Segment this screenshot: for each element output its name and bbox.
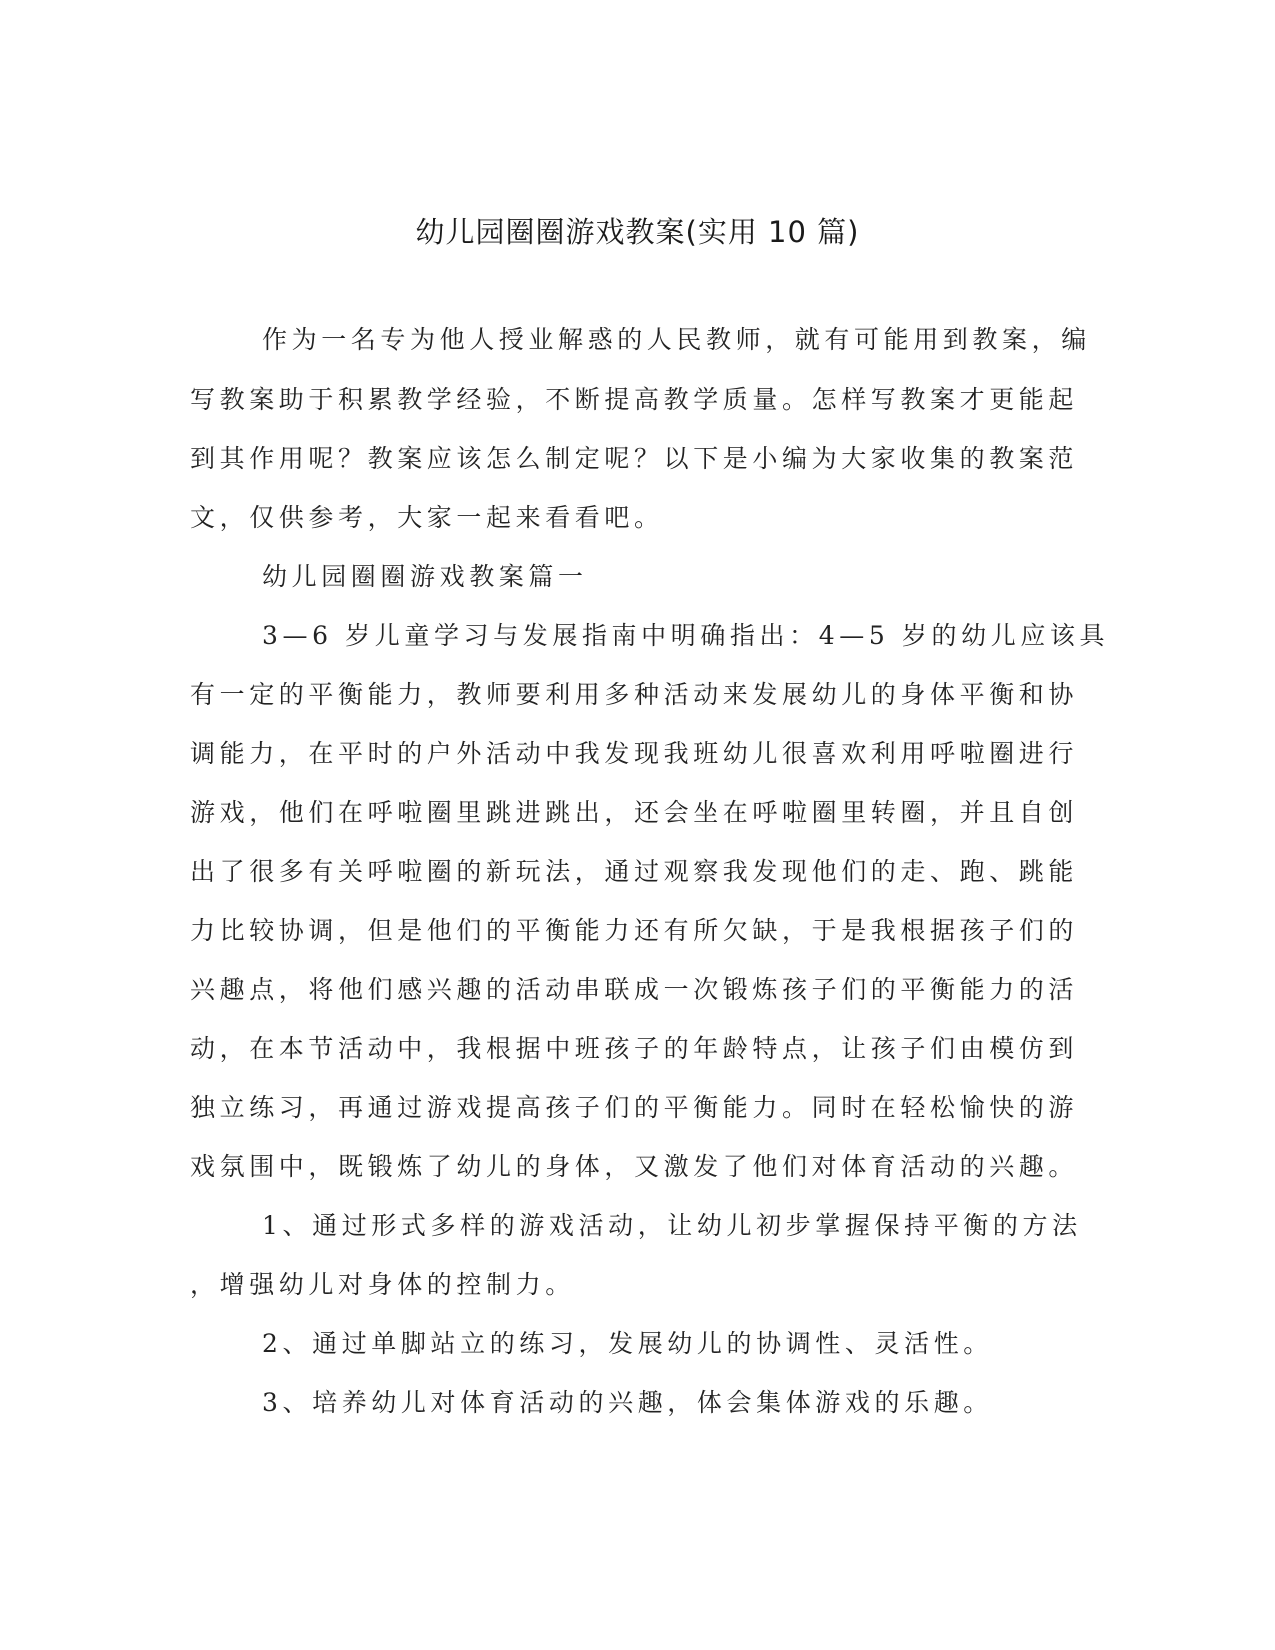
body-line: 到其作用呢？教案应该怎么制定呢？以下是小编为大家收集的教案范 (190, 444, 1079, 473)
objective-item: ，增强幼儿对身体的控制力。 (190, 1270, 575, 1299)
document-title: 幼儿园圈圈游戏教案(实用 10 篇) (415, 215, 860, 249)
objective-item: 3、培养幼儿对体育活动的兴趣，体会集体游戏的乐趣。 (262, 1388, 993, 1417)
body-line: 独立练习，再通过游戏提高孩子们的平衡能力。同时在轻松愉快的游 (190, 1093, 1079, 1122)
body-line: 游戏，他们在呼啦圈里跳进跳出，还会坐在呼啦圈里转圈，并且自创 (190, 798, 1079, 827)
objective-item: 1、通过形式多样的游戏活动，让幼儿初步掌握保持平衡的方法 (262, 1211, 1082, 1240)
body-line: 动，在本节活动中，我根据中班孩子的年龄特点，让孩子们由模仿到 (190, 1034, 1079, 1063)
body-line: 3—6 岁儿童学习与发展指南中明确指出：4—5 岁的幼儿应该具 (262, 621, 1110, 650)
body-line: 兴趣点，将他们感兴趣的活动串联成一次锻炼孩子们的平衡能力的活 (190, 975, 1079, 1004)
body-line: 力比较协调，但是他们的平衡能力还有所欠缺，于是我根据孩子们的 (190, 916, 1079, 945)
objective-item: 2、通过单脚站立的练习，发展幼儿的协调性、灵活性。 (262, 1329, 993, 1358)
section-heading: 幼儿园圈圈游戏教案篇一 (262, 562, 588, 591)
body-line: 戏氛围中，既锻炼了幼儿的身体，又激发了他们对体育活动的兴趣。 (190, 1152, 1079, 1181)
body-line: 出了很多有关呼啦圈的新玩法，通过观察我发现他们的走、跑、跳能 (190, 857, 1079, 886)
body-line: 有一定的平衡能力，教师要利用多种活动来发展幼儿的身体平衡和协 (190, 680, 1079, 709)
body-line: 文，仅供参考，大家一起来看看吧。 (190, 503, 664, 532)
body-line: 调能力，在平时的户外活动中我发现我班幼儿很喜欢利用呼啦圈进行 (190, 739, 1079, 768)
body-line: 作为一名专为他人授业解惑的人民教师，就有可能用到教案，编 (262, 325, 1091, 354)
body-line: 写教案助于积累教学经验，不断提高教学质量。怎样写教案才更能起 (190, 385, 1079, 414)
